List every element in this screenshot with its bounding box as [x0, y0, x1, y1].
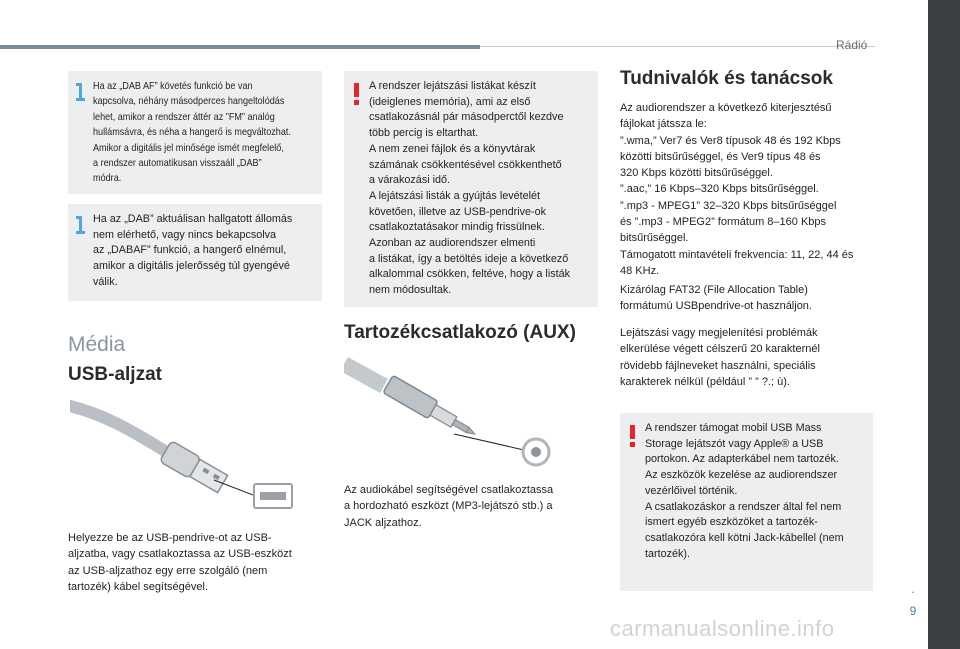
warning-text-playlists: A rendszer lejátszási listákat készít (ideiglenes memória), ami az első csatlakozásnál pár másodperctől kezdve több percig is eltarthat. A nem zenei fájlok és a könyvtárak számának csökkentésével csökkenthető a várakozási idő. A lejátszási listák a gyújtás levételét követően, illetve az USB-pendrive-ok csatlakoztatásakor mindig frissülnek. Azonban az audiorendszer elmenti a listákat, így a betöltés ideje a következő alkalommal csökken, feltéve, hogy a listák nem módosultak. — [369, 80, 571, 297]
filename-text: Lejátszási vagy megjelenítési problémák elkerülése végett célszerű 20 karakternél rövidebb fájlneveket használni, speciális karakterek nélkül (például ” ” ?.; ù). — [620, 327, 820, 388]
heading-usb: USB-aljzat — [68, 364, 162, 385]
fat32-text: Kizárólag FAT32 (File Allocation Table) formátumú USBpendrive-ot használjon. — [620, 284, 812, 313]
usb-plug-illustration — [70, 396, 310, 520]
warning-icon — [354, 83, 359, 97]
info-icon — [79, 216, 82, 234]
usb-cable — [70, 406, 170, 454]
supported-formats-text: Az audiorendszer a következő kiterjesztésű fájlokat játssza le: ”.wma,” Ver7 és Ver8 típusok 48 és 192 Kbps közötti bitsűrűséggel, és Ver9 típus 48 és 320 Kbps közötti bitsűrűséggel. ”.aac,” 16 Kbps–320 Kbps bitsűrűséggel. ”.mp3 - MPEG1” 32–320 Kbps bitsűrűséggel és ”.mp3 - MPEG2” formátum 8–160 Kbps bitsűrűséggel. Támogatott mintavételi frekvencia: 11, 22, 44 és 48 KHz. — [620, 102, 854, 277]
usb-instruction-text: Helyezze be az USB-pendrive-ot az USB- aljzatba, vagy csatlakoztassa az USB-eszközt az USB-aljzathoz egy erre szolgáló (nem tartozék) kábel segítségével. — [68, 532, 292, 593]
info-text-dab-af: Ha az „DAB AF” követés funkció be van kapcsolva, néhány másodperces hangeltolódás lehet, amikor a rendszer áttér az ”FM” analóg hullámsávra, és néha a hangerő is megváltozhat. Amikor a digitális jel minősége ismét megfelelő, a rendszer automatikusan visszaáll „DAB” módra. — [93, 81, 291, 185]
info-icon — [79, 83, 82, 101]
info-box-dab-af — [68, 71, 322, 194]
warning-icon — [630, 425, 635, 439]
header-rule-thin — [480, 46, 875, 47]
warning-box-playlists — [344, 71, 598, 307]
header-rule — [0, 45, 480, 49]
page-edge-strip — [928, 0, 960, 649]
warning-text-devices: A rendszer támogat mobil USB Mass Storage lejátszót vagy Apple® a USB portokon. Az adapterkábel nem tartozék. Az eszközök kezelése az audiorendszer vezérlőivel történik. A csatlakozáskor a rendszer által fel nem ismert egyéb eszközöket a tartozék- csatlakozóra kell kötni Jack-kábellel (nem tartozék). — [645, 422, 844, 560]
warning-box-devices — [620, 413, 873, 591]
watermark: carmanualsonline.info — [610, 616, 835, 641]
info-box-dab-station — [68, 204, 322, 301]
jack-cable — [344, 364, 384, 386]
aux-instruction-text: Az audiokábel segítségével csatlakoztassa a hordozható eszközt (MP3-lejátszó stb.) a JACK aljzathoz. — [344, 484, 554, 529]
heading-tips: Tudnivalók és tanácsok — [620, 68, 833, 89]
info-text-dab-station: Ha az „DAB” aktuálisan hallgatott állomás nem elérhető, vagy nincs bekapcsolva az „DABAF” funkció, a hangerő elnémul, amikor a digitális jelerősség túl gyengévé válik. — [93, 213, 293, 288]
jack-plug-body — [383, 375, 438, 418]
section-title-media: Média — [68, 333, 126, 356]
heading-aux: Tartozékcsatlakozó (AUX) — [344, 322, 576, 343]
page-number: 9 — [909, 604, 917, 618]
section-header: Rádió — [836, 38, 868, 52]
continuation-mark: . — [911, 582, 915, 596]
jack-plug-illustration — [344, 354, 564, 474]
